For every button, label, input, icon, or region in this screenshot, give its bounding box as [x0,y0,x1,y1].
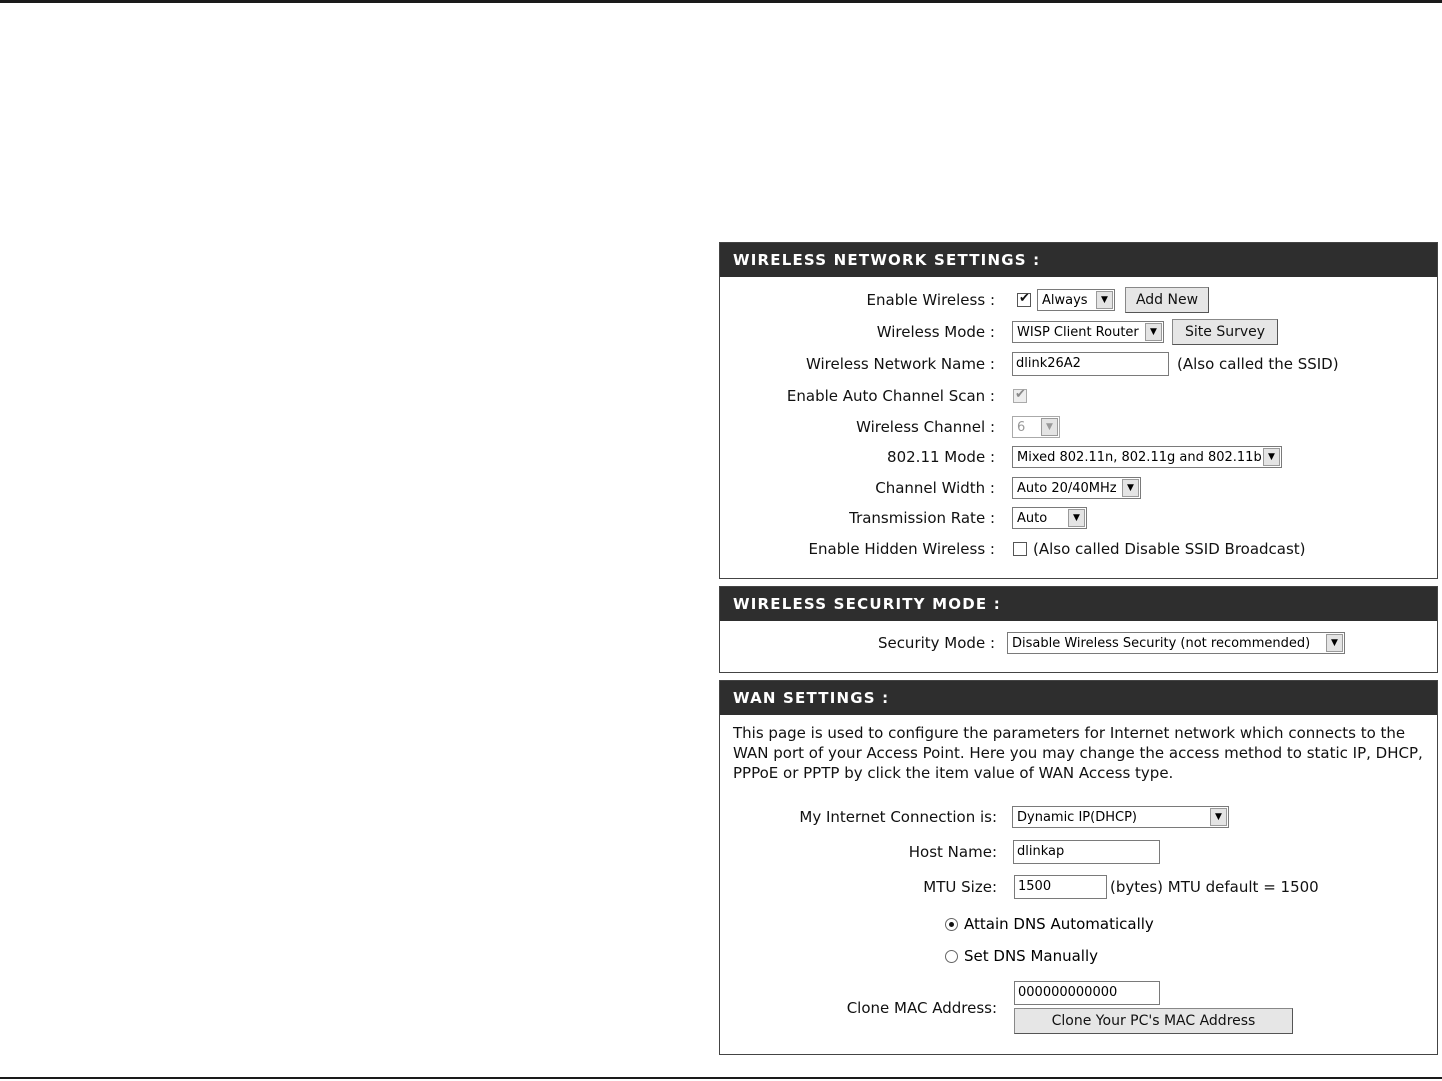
wireless-security-panel [719,586,1438,673]
wireless-mode-row [720,319,1437,345]
mode-80211-row [720,444,1437,470]
enable-wireless-row [720,287,1437,313]
connection-row [720,804,1437,830]
transmission-rate-value: Auto [1017,510,1048,526]
chevron-down-icon: ▼ [1122,479,1139,497]
network-name-row [720,351,1437,377]
mode-80211-label: 802.11 Mode : [887,448,995,466]
chevron-down-icon: ▼ [1210,808,1227,826]
wireless-channel-value: 6 [1017,419,1026,435]
auto-channel-scan-row [720,383,1437,409]
wireless-channel-label: Wireless Channel : [856,418,995,436]
wan-settings-header: WAN SETTINGS : [720,681,1437,715]
channel-width-row [720,475,1437,501]
transmission-rate-label: Transmission Rate : [849,509,995,527]
enable-wireless-checkbox[interactable] [1017,293,1031,307]
wireless-mode-value: WISP Client Router [1017,324,1139,340]
wireless-channel-row [720,414,1437,440]
wireless-security-header: WIRELESS SECURITY MODE : [720,587,1437,621]
channel-width-value: Auto 20/40MHz [1017,480,1117,496]
dns-manual-row [720,943,1437,969]
schedule-select[interactable] [1037,289,1115,311]
transmission-rate-row [720,505,1437,531]
chevron-down-icon: ▼ [1263,448,1280,466]
wan-description: This page is used to configure the parameters for Internet network which connects to the WAN port of your Access Point. Here you may change the access method to static IP, DHCP, PPPoE or PPTP by click the item value of WAN Access type. [733,724,1423,782]
bottom-rule [0,1077,1442,1079]
auto-channel-scan-checkbox[interactable] [1013,389,1027,403]
security-mode-select[interactable] [1007,632,1345,654]
security-mode-label: Security Mode : [877,634,995,652]
transmission-rate-select[interactable] [1012,507,1087,529]
dns-auto-row [720,911,1437,937]
dns-auto-label: Attain DNS Automatically [964,915,1154,933]
security-mode-row [720,630,1437,656]
add-new-button[interactable]: Add New [1125,287,1209,313]
host-name-input[interactable]: dlinkap [1013,840,1160,864]
chevron-down-icon: ▼ [1145,323,1162,341]
mtu-input[interactable]: 1500 [1014,875,1107,899]
wan-settings-panel [719,680,1438,1055]
site-survey-button[interactable]: Site Survey [1172,319,1278,345]
network-name-input[interactable]: dlink26A2 [1012,352,1169,376]
dns-manual-label: Set DNS Manually [964,947,1099,965]
wireless-mode-label: Wireless Mode : [876,323,995,341]
network-name-label: Wireless Network Name : [805,355,995,373]
clone-mac-controls [1014,981,1293,1034]
connection-select[interactable] [1012,806,1229,828]
host-name-label: Host Name: [908,843,997,861]
mode-80211-select[interactable] [1012,446,1282,468]
mtu-row [720,874,1437,900]
hidden-wireless-checkbox[interactable] [1013,542,1027,556]
hidden-wireless-note: (Also called Disable SSID Broadcast) [1033,540,1306,558]
auto-channel-scan-label: Enable Auto Channel Scan : [786,387,995,405]
enable-wireless-label: Enable Wireless : [866,291,995,309]
wireless-mode-select[interactable] [1012,321,1164,343]
channel-width-label: Channel Width : [875,479,995,497]
dns-manual-radio[interactable] [945,950,958,963]
chevron-down-icon: ▼ [1068,509,1085,527]
security-mode-value: Disable Wireless Security (not recommended) [1012,635,1311,651]
clone-mac-label: Clone MAC Address: [846,999,997,1017]
connection-value: Dynamic IP(DHCP) [1017,809,1137,825]
ssid-note: (Also called the SSID) [1177,355,1339,373]
wireless-channel-select[interactable] [1012,416,1060,438]
host-name-row [720,839,1437,865]
channel-width-select[interactable] [1012,477,1141,499]
hidden-wireless-label: Enable Hidden Wireless : [808,540,995,558]
clone-mac-button[interactable]: Clone Your PC's MAC Address [1014,1008,1293,1034]
dns-auto-radio[interactable] [945,918,958,931]
chevron-down-icon: ▼ [1041,418,1058,436]
top-rule [0,0,1442,3]
connection-label: My Internet Connection is: [799,808,997,826]
chevron-down-icon: ▼ [1326,634,1343,652]
schedule-select-value: Always [1042,292,1088,308]
clone-mac-input[interactable]: 000000000000 [1014,981,1160,1005]
chevron-down-icon: ▼ [1096,291,1113,309]
wireless-network-settings-header: WIRELESS NETWORK SETTINGS : [720,243,1437,277]
wireless-network-settings-panel [719,242,1438,579]
mtu-note: (bytes) MTU default = 1500 [1110,878,1319,896]
hidden-wireless-row [720,536,1437,562]
mtu-label: MTU Size: [923,878,997,896]
mode-80211-value: Mixed 802.11n, 802.11g and 802.11b [1017,449,1262,465]
